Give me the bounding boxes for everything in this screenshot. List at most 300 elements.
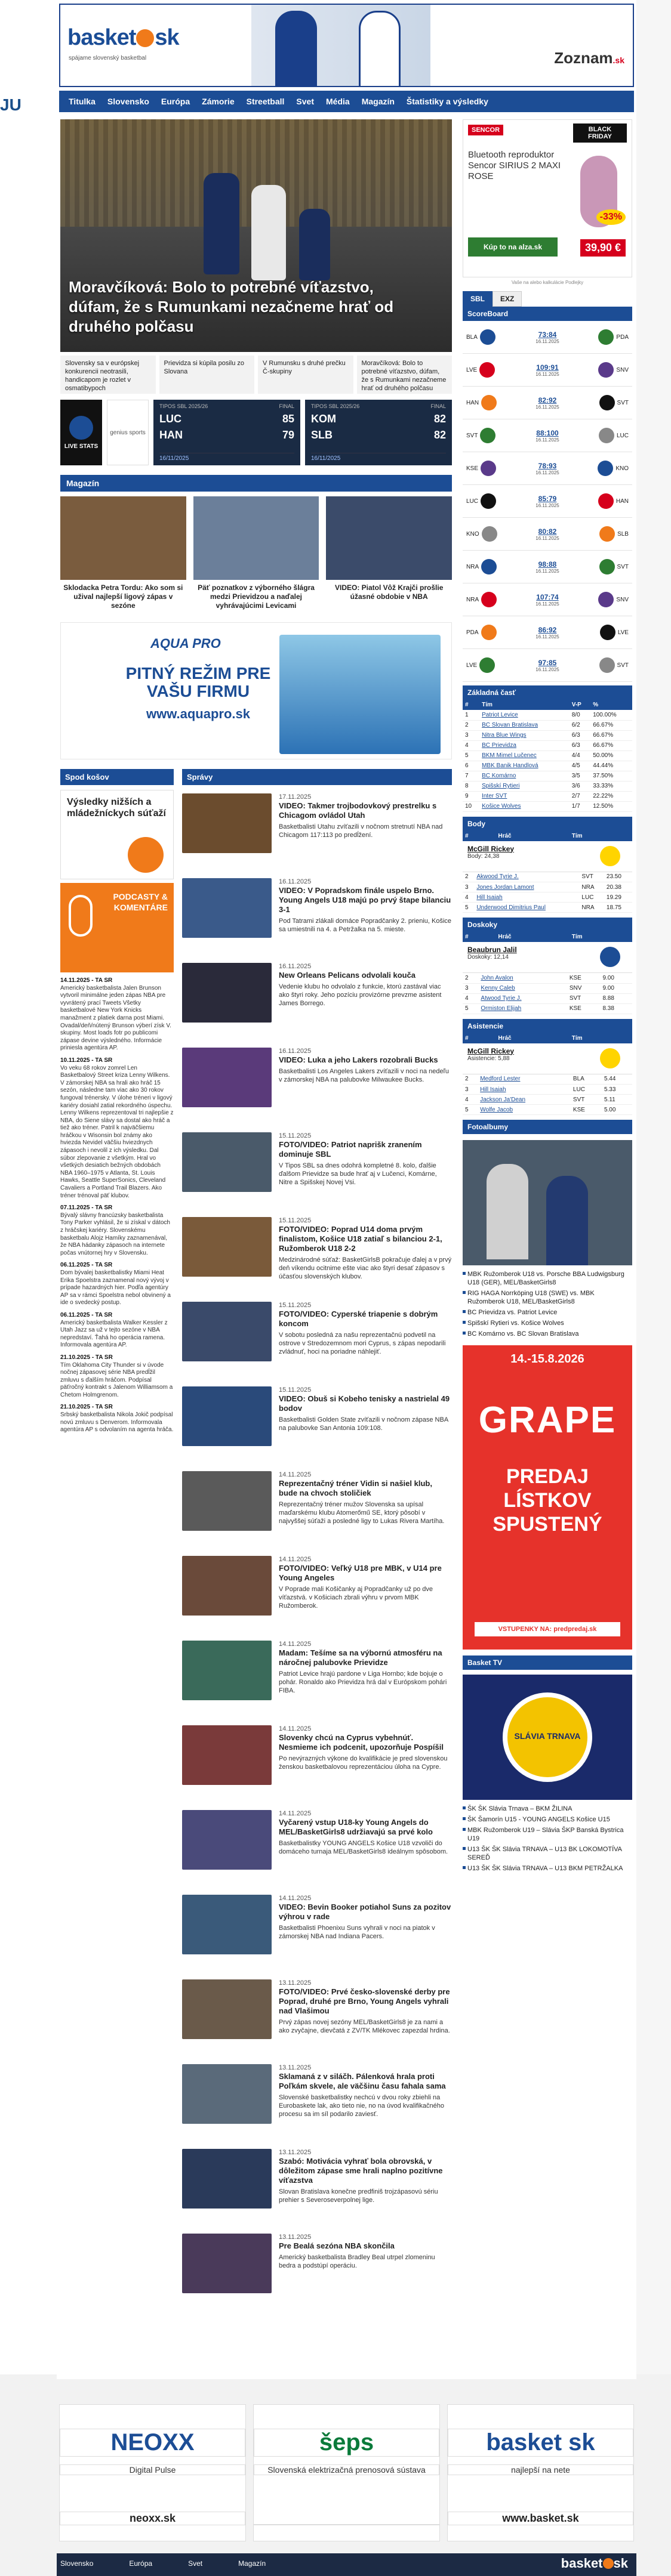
news-title[interactable]: FOTO/VIDEO: Prvé česko-slovenské derby pre Poprad, druhé pre Brno, Young Angels vyhrali nad Vlašimou (279, 1987, 450, 2015)
news-title[interactable]: Sklamaná z v siláčh. Pálenková hrala proti Poľkám skvele, ale väčšinu času fahala sama (279, 2072, 446, 2090)
magazin-item[interactable] (60, 496, 186, 614)
leader-cell[interactable]: Jones Jordan Lamont (474, 882, 579, 892)
vysledky-title: Výsledky nižších a mládežníckych súťaží (67, 797, 166, 818)
nav-item-0[interactable]: Titulka (69, 97, 96, 106)
news-item[interactable] (182, 793, 452, 870)
tab-sbl[interactable]: SBL (463, 291, 493, 307)
standings-cell: 8/0 (570, 710, 590, 720)
body-table (463, 872, 632, 913)
news-title[interactable]: Szabó: Motivácia vyhrať bola obrovská, v dôležitom zápase sme hrali naplno pozitívne víťazstva (279, 2157, 443, 2185)
right-column (463, 119, 632, 1874)
home-team (466, 625, 514, 640)
scoreboard-row[interactable] (463, 518, 632, 551)
news-title[interactable]: Pre Bealá sezóna NBA skončila (279, 2241, 395, 2250)
bottom-ad-url (254, 2524, 439, 2525)
score-date: 16.11.2025 (535, 404, 559, 410)
leader-row[interactable] (463, 1105, 632, 1115)
sencor-tag: SENCOR (468, 125, 503, 135)
news-title[interactable]: FOTO/VIDEO: Poprad U14 doma prvým finalistom, Košice U18 zatiaľ s bilanciou 2-1, Ružomberok U18 2-2 (279, 1225, 442, 1253)
leader-row[interactable] (463, 1003, 632, 1014)
news-thumbnail (182, 1725, 272, 1785)
news-body (279, 1979, 452, 2056)
scoreboard-row[interactable] (463, 387, 632, 419)
score-games (153, 400, 452, 465)
news-body (279, 1725, 452, 1802)
scoreboard-row[interactable] (463, 583, 632, 616)
leader-name[interactable]: McGill Rickey (467, 1046, 515, 1055)
footer (57, 2553, 636, 2576)
news-item[interactable] (182, 1641, 452, 1717)
score-link[interactable]: 73:84 (538, 330, 557, 339)
spod-item[interactable] (60, 1404, 174, 1434)
basket-tv-link[interactable]: U13 ŠK ŠK Slávia TRNAVA – U13 BK LOKOMOTÍVA SEREĎ (463, 1844, 632, 1863)
grape-festival-ad[interactable] (463, 1345, 632, 1650)
standings-cell: 10 (463, 801, 479, 811)
news-item[interactable] (182, 2064, 452, 2141)
leader-cell: NRA (579, 903, 604, 913)
score-link[interactable]: 97:85 (538, 658, 557, 667)
away-team (581, 428, 629, 443)
footer-link[interactable]: Európa (129, 2559, 153, 2568)
news-thumbnail (182, 878, 272, 938)
leader-cell[interactable]: Atwood Tyrie J. (478, 993, 567, 1003)
grape-name: GRAPE (478, 1400, 617, 1441)
standings-row[interactable] (463, 791, 632, 801)
nav-item-8[interactable]: Štatistiky a výsledky (406, 97, 488, 106)
team-code: SVT (617, 563, 629, 570)
leader-cell: 8.38 (600, 1003, 632, 1014)
news-title[interactable]: FOTO/VIDEO: Veľký U18 pre MBK, v U14 pre Young Angeles (279, 1564, 442, 1582)
standings-cell[interactable]: BC Slovan Bratislava (479, 720, 570, 730)
score-header (311, 403, 446, 409)
bottom-ad[interactable] (253, 2404, 440, 2541)
news-item[interactable] (182, 1810, 452, 1886)
news-thumbnail (182, 1471, 272, 1531)
away-team (581, 493, 629, 509)
standings-row[interactable] (463, 720, 632, 730)
scoreboard-row[interactable] (463, 419, 632, 452)
magazin-item[interactable] (193, 496, 319, 614)
score-link[interactable]: 86:92 (538, 625, 557, 634)
scoreboard-row[interactable] (463, 551, 632, 583)
score-link[interactable]: 78:93 (538, 461, 557, 470)
news-item[interactable] (182, 1895, 452, 1971)
nav-item-1[interactable]: Slovensko (107, 97, 149, 106)
news-summary: Basketbalisti Utahu zvíťazili v nočnom stretnutí NBA nad Chicagom 117:113 po predĺžení. (279, 823, 443, 839)
bottom-ad-url: www.basket.sk (448, 2512, 633, 2525)
footer-link[interactable]: Magazín (238, 2559, 266, 2568)
leader-row[interactable] (463, 983, 632, 993)
team-logo-icon (599, 395, 615, 410)
leader-row[interactable] (463, 882, 632, 892)
standings-row[interactable] (463, 730, 632, 740)
footer-link[interactable]: Slovensko (60, 2559, 94, 2568)
team-logo-icon (599, 559, 615, 574)
status-label: FINAL (279, 403, 294, 409)
bottom-ad-sub: najlepší na nete (448, 2464, 633, 2475)
leader-cell[interactable]: Underwood Dimitrius Paul (474, 903, 579, 913)
doskoky-leader[interactable] (463, 942, 632, 973)
score-mid (535, 626, 559, 640)
nav-item-3[interactable]: Zámorie (202, 97, 235, 106)
news-thumbnail (182, 1302, 272, 1361)
news-title[interactable]: Madam: Tešíme sa na výbornú atmosféru na náročnej palubovke Prievidze (279, 1648, 442, 1667)
team-logo-icon (480, 428, 495, 443)
news-summary: Pod Tatrami zlákali domáce Popradčanky 2. prieniu, Košice sa umiestnili na 4. a Petržalka na 5. mieste. (279, 918, 452, 933)
score-date: 16.11.2025 (535, 601, 559, 607)
spod-date: 06.11.2025 - TA SR (60, 1311, 113, 1318)
leader-cell: 4 (463, 892, 474, 903)
footer-logo[interactable] (561, 2556, 628, 2571)
basket-tv-link[interactable]: U13 ŠK ŠK Slávia TRNAVA – U13 BKM PETRŽALKA (463, 1863, 632, 1874)
leader-name[interactable]: McGill Rickey (467, 844, 515, 853)
leader-row[interactable] (463, 1085, 632, 1095)
spod-item[interactable] (60, 1057, 174, 1200)
leader-row[interactable] (463, 1074, 632, 1085)
fotoalbum-link[interactable]: BC Prievidza vs. Patriot Levice (463, 1307, 632, 1318)
news-title[interactable]: Vyčarený vstup U18-ky Young Angels do MEL/BasketGirls8 udržiavajú sa prvé kolo (279, 1818, 433, 1836)
leader-cell: 2 (463, 872, 474, 882)
scoreboard-list (463, 321, 632, 682)
live-stats-logo[interactable] (60, 400, 102, 465)
doskoky-table (463, 973, 632, 1014)
standings-cell: 100.00% (590, 710, 632, 720)
standings-cell: 5 (463, 750, 479, 761)
zoznam-logo[interactable] (554, 49, 624, 67)
nav-item-4[interactable]: Streetball (246, 97, 285, 106)
team-logo-icon (599, 526, 615, 542)
standings-cell: 9 (463, 791, 479, 801)
leader-cell[interactable]: Medford Lester (478, 1074, 571, 1085)
standings-cell: 8 (463, 781, 479, 791)
news-item[interactable] (182, 1979, 452, 2056)
team-logo-icon (598, 493, 614, 509)
buy-button[interactable]: Kúp to na alza.sk (468, 237, 558, 257)
news-date: 16.11.2025 (279, 1048, 312, 1055)
standings-cell[interactable]: Košice Wolves (479, 801, 570, 811)
nav-item-6[interactable]: Média (326, 97, 350, 106)
leader-cell[interactable]: Hill Isaiah (474, 892, 579, 903)
news-summary: Basketbalisti Phoenixu Suns vyhrali v noci na piatok v zámorskej NBA nad Indiana Pacers. (279, 1925, 435, 1940)
leader-cell: SVT (567, 993, 601, 1003)
news-title[interactable]: VIDEO: Obuš si Kobeho tenisky a nastrielal 49 bodov (279, 1394, 450, 1413)
sub-article[interactable]: Slovensky sa v európskej konkurencii neotrasili, handicapom je rozlet v osmatibypoch (60, 356, 156, 394)
spod-item[interactable] (60, 1262, 174, 1307)
bottom-ad-url: neoxx.sk (60, 2512, 245, 2525)
leader-cell[interactable]: Kenny Caleb (478, 983, 567, 993)
standings-cell[interactable]: Spišskí Rytieri (479, 781, 570, 791)
news-title[interactable]: New Orleans Pelicans odvolali kouča (279, 971, 416, 980)
fotoalbum-link[interactable]: MBK Ružomberok U18 vs. Porsche BBA Ludwigsburg U18 (GER), MEL/BasketGirls8 (463, 1269, 632, 1288)
sub-article[interactable]: V Rumunsku s druhé prečku Č-skupiny (258, 356, 353, 394)
team-logo-icon (600, 1048, 620, 1068)
news-summary: Prvý zápas novej sezóny MEL/BasketGirls8 je za nami a ako zvyčajne, dievčatá z ZV/TK Mlékovec zapezdal hrdina. (279, 2019, 450, 2034)
hero-title[interactable]: Moravčíková: Bolo to potrebné víťazstvo, dúfam, že s Rumunkami nezačneme hrať od druhého polčasu (69, 278, 394, 335)
score-date: 16.11.2025 (535, 437, 559, 443)
asistencie-leader[interactable] (463, 1043, 632, 1074)
score-link[interactable]: 107:74 (536, 592, 559, 601)
footer-link[interactable]: Svet (188, 2559, 203, 2568)
scoreboard-row[interactable] (463, 321, 632, 354)
spod-kosov-list (60, 977, 174, 1434)
news-body (279, 1895, 452, 1971)
basket-tv-header[interactable]: Basket TV (463, 1655, 632, 1670)
news-title[interactable]: VIDEO: Bevin Booker potiahol Suns za pozitov výhrou v rade (279, 1902, 451, 1921)
score-link[interactable]: 109:91 (536, 363, 559, 372)
leader-cell: LUC (579, 892, 604, 903)
sub-article[interactable]: Moravčíková: Bolo to potrebné víťazstvo, dúfam, že s Rumunkami nezačneme hrať od druhého polčasu (357, 356, 453, 394)
aquapro-logo: AQUA PRO (150, 636, 221, 651)
away-team (581, 395, 629, 410)
content-columns (57, 112, 636, 2379)
standings-cell: 4 (463, 740, 479, 750)
site-logo[interactable] (67, 25, 179, 51)
standings-cell[interactable]: BC Prievidza (479, 740, 570, 750)
team-code: SNV (616, 596, 629, 603)
news-item[interactable] (182, 2149, 452, 2225)
leader-row[interactable] (463, 993, 632, 1003)
standings-cell[interactable]: Nitra Blue Wings (479, 730, 570, 740)
fotoalbum-link[interactable]: BC Komárno vs. BC Slovan Bratislava (463, 1329, 632, 1339)
score-link[interactable]: 80:82 (538, 527, 557, 536)
player-figure (299, 209, 330, 280)
score-link[interactable]: 98:88 (538, 560, 557, 569)
news-title[interactable]: VIDEO: V Popradskom finále uspelo Brno. Young Angels U18 majú po prvý štape bilanciu 3-1 (279, 886, 451, 914)
team-logo-icon (482, 526, 497, 542)
news-thumbnail (182, 1556, 272, 1616)
fotoalbum-link[interactable]: Spišskí Rytieri vs. Košice Wolves (463, 1318, 632, 1329)
spod-date: 14.11.2025 - TA SR (60, 977, 113, 984)
standings-cell[interactable]: BC Komárno (479, 771, 570, 781)
news-date: 14.11.2025 (279, 1725, 312, 1732)
news-summary: Reprezentačný tréner mužov Slovenska sa upísal maďarskému klubu Atomerőmű SE, ktorý pôsobí v najvyššej súťaži a posledné ligy to Lukas Rivera Martíha. (279, 1501, 445, 1525)
leader-cell: KSE (567, 973, 601, 983)
team-logo-icon (598, 592, 614, 607)
tab-exz[interactable]: EXZ (493, 291, 522, 307)
team-logo-icon (481, 395, 497, 410)
leader-cell[interactable]: Wolfe Jacob (478, 1105, 571, 1115)
leader-row[interactable] (463, 973, 632, 983)
leader-cell: KSE (567, 1003, 601, 1014)
score-link[interactable]: 85:79 (538, 494, 557, 503)
scoreboard-row[interactable] (463, 616, 632, 649)
news-date: 14.11.2025 (279, 1471, 312, 1478)
standings-cell: 33.33% (590, 781, 632, 791)
team-logo-icon (479, 657, 495, 673)
hero-article[interactable] (60, 119, 452, 352)
zoznam-text: Zoznam (554, 49, 613, 67)
standings-cell[interactable]: Patriot Levice (479, 710, 570, 720)
magazin-header[interactable]: Magazín (60, 475, 452, 492)
standings-cell[interactable]: MBK Banik Handlová (479, 761, 570, 771)
standings-row[interactable] (463, 761, 632, 771)
spod-item[interactable] (60, 1204, 174, 1257)
news-thumbnail (182, 1132, 272, 1192)
news-item[interactable] (182, 1048, 452, 1124)
standings-row[interactable] (463, 801, 632, 811)
logo-tagline: spájame slovenský basketbal (69, 55, 147, 61)
score-date: 16.11.2025 (535, 535, 559, 541)
home-team (466, 395, 514, 410)
logo-text-a: basket (67, 25, 136, 50)
bottom-ad[interactable] (59, 2404, 246, 2541)
news-date: 15.11.2025 (279, 1132, 312, 1139)
body-leader[interactable] (463, 841, 632, 872)
news-title[interactable]: FOTO/VIDEO: Cyperské triapenie s dobrým koncom (279, 1309, 438, 1328)
leader-row[interactable] (463, 872, 632, 882)
bottom-ad[interactable] (447, 2404, 634, 2541)
standings-row[interactable] (463, 771, 632, 781)
aquapro-ad[interactable] (60, 622, 452, 759)
news-title[interactable]: Reprezentačný tréner Vidin si našiel klub, bude na chvoch stoličiek (279, 1479, 432, 1497)
news-item[interactable] (182, 1471, 452, 1548)
leader-row[interactable] (463, 892, 632, 903)
news-item[interactable] (182, 1217, 452, 1293)
scoreboard-row[interactable] (463, 649, 632, 682)
fotoalbum-link[interactable]: RIG HAGA Norrköping U18 (SWE) vs. MBK Ružomberok U18, MEL/BasketGirls8 (463, 1288, 632, 1307)
news-item[interactable] (182, 963, 452, 1039)
score-mid (535, 363, 559, 377)
news-item[interactable] (182, 1132, 452, 1209)
standings-cell[interactable]: BKM Mimel Lučenec (479, 750, 570, 761)
news-title[interactable]: VIDEO: Takmer trojbodovkový prestrelku s Chicagom ovládol Utah (279, 801, 437, 820)
standings-cell: 1 (463, 710, 479, 720)
nav-item-5[interactable]: Svet (296, 97, 314, 106)
home-team (466, 329, 514, 345)
leader-col-header: Tím (570, 932, 632, 942)
standings-row[interactable] (463, 750, 632, 761)
home-team (466, 657, 514, 673)
spravy-header[interactable]: Správy (182, 769, 452, 785)
right-side-ad[interactable] (636, 0, 671, 2374)
away-team (581, 657, 629, 673)
team-code: LVE (466, 662, 478, 669)
leader-cell[interactable]: Jackson Ja'Dean (478, 1095, 571, 1105)
leader-row[interactable] (463, 1095, 632, 1105)
team-code: LUC (616, 432, 629, 439)
nav-item-7[interactable]: Magazín (361, 97, 395, 106)
news-thumbnail (182, 2149, 272, 2209)
spod-kosov-header[interactable]: Spod košov (60, 769, 174, 785)
standings-col-header: # (463, 700, 479, 710)
spod-item[interactable] (60, 1312, 174, 1349)
sub-article[interactable]: Prievidza si kúpila posilu zo Slovana (159, 356, 255, 394)
news-body (279, 1810, 452, 1886)
news-item[interactable] (182, 1302, 452, 1378)
team-score: 79 (282, 429, 294, 441)
player-figure (204, 173, 239, 274)
news-item[interactable] (182, 1725, 452, 1802)
standings-row[interactable] (463, 781, 632, 791)
scoreboard-row[interactable] (463, 452, 632, 485)
score-game[interactable] (305, 400, 452, 465)
news-item[interactable] (182, 878, 452, 955)
leader-cell: BLA (571, 1074, 602, 1085)
standings-header: Základná časť (463, 685, 632, 700)
news-item[interactable] (182, 1556, 452, 1632)
score-mid (535, 495, 559, 508)
leader-cell: 20.38 (604, 882, 632, 892)
vysledky-box[interactable] (60, 790, 174, 879)
left-side-ad[interactable] (0, 0, 57, 2374)
team-code: LUC (159, 413, 181, 425)
news-body (279, 878, 452, 955)
body-head (463, 831, 632, 841)
leader-cell[interactable]: Akwood Tyrie J. (474, 872, 579, 882)
news-item[interactable] (182, 1386, 452, 1463)
basket-tv-video[interactable] (463, 1675, 632, 1800)
news-summary: Americký basketbalista Bradley Beal utrpel zlomeninu bedra a podstúpí operáciu. (279, 2254, 435, 2269)
news-thumbnail (182, 793, 272, 853)
news-thumbnail (182, 1810, 272, 1870)
magazin-image (60, 496, 186, 580)
news-body (279, 1641, 452, 1717)
team-logo-icon (481, 493, 496, 509)
basket-tv-link[interactable]: ŠK ŠK Slávia Trnava – BKM ŽILINA (463, 1803, 632, 1814)
news-title[interactable]: VIDEO: Luka a jeho Lakers rozobrali Bucks (279, 1055, 438, 1064)
standings-cell[interactable]: Inter SVT (479, 791, 570, 801)
standings-col-header: % (590, 700, 632, 710)
leader-cell[interactable]: John Avalon (478, 973, 567, 983)
sencor-ad[interactable] (463, 119, 632, 277)
news-title[interactable]: Slovenky chcú na Cyprus vybehnúť. Nesmieme ich podcenit, upozorňuje Pospíšil (279, 1733, 444, 1752)
standings-cell: 44.44% (590, 761, 632, 771)
leader-cell[interactable]: Hill Isaiah (478, 1085, 571, 1095)
spod-item[interactable] (60, 1354, 174, 1400)
leaders-section (463, 817, 632, 1116)
scoreboard-row[interactable] (463, 485, 632, 518)
spod-item[interactable] (60, 977, 174, 1052)
score-game[interactable] (153, 400, 300, 465)
fotoalbum-header[interactable]: Fotoalbumy (463, 1120, 632, 1134)
leader-row[interactable] (463, 903, 632, 913)
team-code: NRA (466, 563, 479, 570)
score-link[interactable]: 88:100 (536, 428, 559, 437)
genius-sports-logo[interactable]: genius sports (107, 400, 149, 465)
news-title[interactable]: FOTO/VIDEO: Patriot naprišk zranením dominuje SBL (279, 1140, 422, 1159)
leader-col-header: # (463, 831, 495, 841)
score-link[interactable]: 82:92 (538, 396, 557, 404)
leader-cell: 5 (463, 1003, 478, 1014)
news-body (279, 1556, 452, 1632)
leader-cell[interactable]: Ormiston Elijah (478, 1003, 567, 1014)
fotoalbum-image[interactable] (463, 1140, 632, 1265)
basket-tv-link[interactable]: ŠK Šamorín U15 - YOUNG ANGELS Košice U15 (463, 1814, 632, 1825)
leader-cell: SNV (567, 983, 601, 993)
leader-cell: KSE (571, 1105, 602, 1115)
leader-value: Doskoky: 12,14 (467, 954, 509, 960)
nav-item-2[interactable]: Európa (161, 97, 190, 106)
leader-cell: 23.50 (604, 872, 632, 882)
team-logo-icon (598, 362, 614, 378)
standings-cell: 66.67% (590, 740, 632, 750)
score-date: 16.11.2025 (535, 568, 559, 574)
bottom-ads (57, 2404, 636, 2541)
standings-row[interactable] (463, 710, 632, 720)
score-team-row (311, 413, 446, 425)
team-code: SLB (617, 530, 629, 538)
team-score: 82 (433, 429, 446, 441)
standings-row[interactable] (463, 740, 632, 750)
standings-cell: 1/7 (570, 801, 590, 811)
standings-cell: 3/6 (570, 781, 590, 791)
news-item[interactable] (182, 2234, 452, 2310)
leader-name[interactable]: Beaubrun Jalil (467, 946, 517, 954)
basket-tv-link[interactable]: MBK Ružomberok U19 – Slávia ŠKP Banská Bystrica U19 (463, 1825, 632, 1844)
magazin-item[interactable] (326, 496, 452, 614)
scoreboard-row[interactable] (463, 354, 632, 387)
podcasty-box[interactable] (60, 883, 174, 972)
